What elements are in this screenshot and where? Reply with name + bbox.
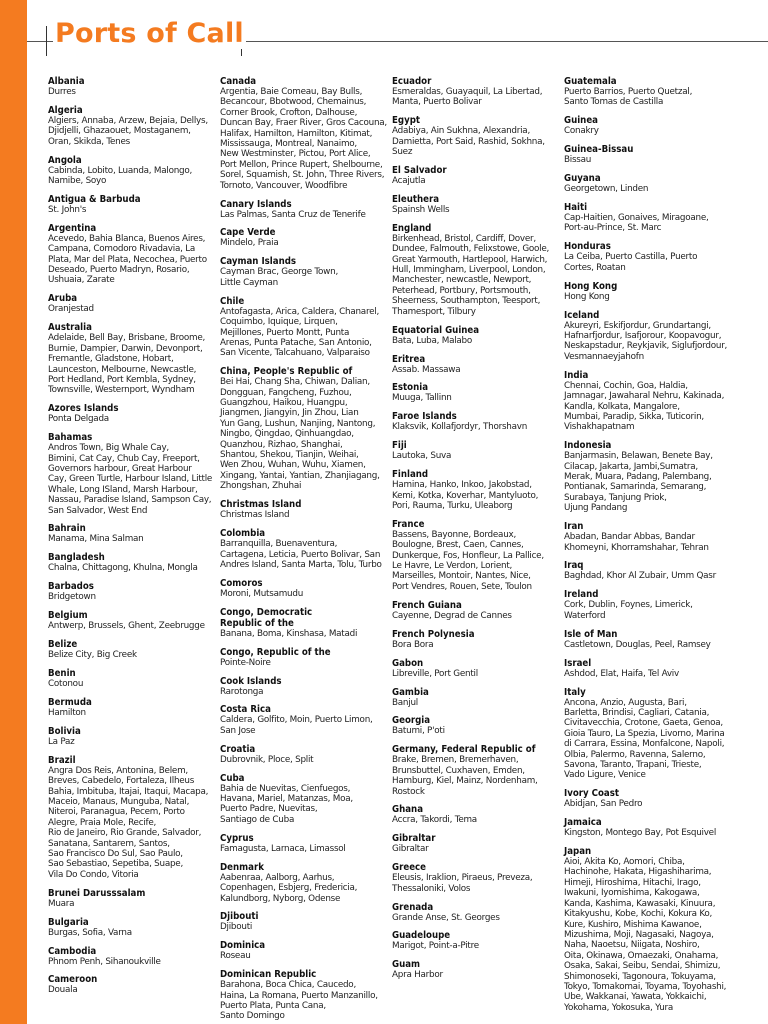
port-list: Chennai, Cochin, Goa, Haldia, Jamnagar, Jawaharal Nehru, Kakinada, Kandla, Kolkata, Mangalore, Mumbai, Paradip, Sikka, Tuticorin, Vishakhapatnam xyxy=(564,380,725,433)
port-entry xyxy=(564,281,732,302)
country-name: Brazil xyxy=(48,754,76,766)
port-list: Antofagasta, Arica, Caldera, Chanarel, Coquimbo, Iquique, Lirquen, Mejillones, Puerto Montt, Punta Arenas, Punta Patache, San Antonio, San Vicente, Talcahuano, Valparaiso xyxy=(220,306,380,359)
port-list: Abadan, Bandar Abbas, Bandar Khomeyni, Khorramshahar, Tehran xyxy=(564,532,709,553)
port-list: Moroni, Mutsamudu xyxy=(220,588,304,599)
port-list: Apra Harbor xyxy=(392,970,443,981)
port-entry xyxy=(48,917,216,938)
port-list: Hamina, Hanko, Inkoo, Jakobstad, Kemi, Kotka, Koverhar, Mantyluoto, Pori, Rauma, Turku, Uleaborg xyxy=(392,480,539,511)
port-entry xyxy=(48,755,216,880)
country-name: Honduras xyxy=(564,241,611,253)
port-list: Durres xyxy=(48,87,76,97)
country-name: Guyana xyxy=(564,173,601,185)
country-name: Bahrain xyxy=(48,523,86,535)
port-list: Birkenhead, Bristol, Cardiff, Dover, Dundee, Falmouth, Felixstowe, Goole, Great Yarmouth, Hartlepool, Harwich, Hull, Immingham, Liverpool, London, Manchester, newcastle, Newport, Peterhead, Portbury, Portsmouth, Sheerness, Southampton, Teesport, Thamesport, Tilbury xyxy=(392,233,550,317)
port-entry xyxy=(48,946,216,967)
country-name: Egypt xyxy=(392,115,421,127)
port-list: Manama, Mina Salman xyxy=(48,534,144,545)
port-list: Cap-Haitien, Gonaives, Miragoane, Port-au-Prince, St. Marc xyxy=(564,213,709,234)
port-list: Castletown, Douglas, Peel, Ramsey xyxy=(564,639,711,650)
port-list: Klaksvik, Kollafjordyr, Thorshavn xyxy=(392,422,528,433)
port-list: Phnom Penh, Sihanoukville xyxy=(48,956,161,967)
port-list: Puerto Barrios, Puerto Quetzal, Santo Tomas de Castilla xyxy=(564,87,693,108)
port-entry xyxy=(48,155,216,187)
country-name: Guadeloupe xyxy=(392,930,451,942)
port-list: Batumi, P'oti xyxy=(392,726,445,737)
country-name: Cape Verde xyxy=(220,227,276,239)
port-entry xyxy=(392,804,560,825)
port-list: St. John's xyxy=(48,204,87,215)
port-list: Banana, Boma, Kinshasa, Matadi xyxy=(220,628,358,639)
port-entry xyxy=(220,704,388,736)
country-name: Benin xyxy=(48,668,76,679)
port-list: Brake, Bremen, Bremerhaven, Brunsbuttel, Cuxhaven, Emden, Hamburg, Kiel, Mainz, Nordenham, Rostock xyxy=(392,755,538,797)
port-entry xyxy=(48,322,216,395)
port-list: Cork, Dublin, Foynes, Limerick, Waterford xyxy=(564,600,693,621)
country-name: Faroe Islands xyxy=(392,411,457,423)
port-list: La Paz xyxy=(48,736,75,747)
port-entry xyxy=(392,959,560,980)
country-name: Bermuda xyxy=(48,696,92,708)
port-list: Bahia de Nuevitas, Cienfuegos, Havana, Mariel, Matanzas, Moa, Puerto Padre, Nuevitas, Santiago de Cuba xyxy=(220,783,353,825)
port-entry xyxy=(48,668,216,689)
country-name: Guatemala xyxy=(564,76,617,87)
port-list: Bora Bora xyxy=(392,639,434,650)
port-entry xyxy=(392,76,560,108)
port-list: Ashdod, Elat, Haifa, Tel Aviv xyxy=(564,668,679,679)
port-entry xyxy=(392,629,560,650)
country-name: Christmas Island xyxy=(220,499,302,511)
port-list: Adabiya, Ain Sukhna, Alexandria, Damietta, Port Said, Rashid, Sokhna, Suez xyxy=(392,126,545,158)
country-name: Belgium xyxy=(48,610,88,622)
country-name: El Salvador xyxy=(392,165,447,177)
port-list: Andros Town, Big Whale Cay, Bimini, Cat Cay, Chub Cay, Freeport, Governors harbour, Great Harbour Cay, Green Turtle, Harbour Island, Little Whale, Long ISland, Marsh Harbour, Nassau, Paradise Island, Sampson Cay, San Salvador, West End xyxy=(48,443,213,516)
country-name: Bulgaria xyxy=(48,916,89,928)
port-list: La Ceiba, Puerto Castilla, Puerto Cortes, Roatan xyxy=(564,252,698,273)
port-list: Burgas, Sofia, Varna xyxy=(48,927,132,938)
port-entry xyxy=(564,241,732,273)
port-list: Akureyri, Eskifjordur, Grundartangi, Hafnarfjordur, Isafjorour, Koopavogur, Neskapstadur, Reykjavik, Siglufjordour, Vesmannaeyjahofn xyxy=(564,320,728,362)
port-entry xyxy=(220,911,388,932)
port-list: Assab. Massawa xyxy=(392,364,461,375)
port-entry xyxy=(392,687,560,708)
port-entry xyxy=(220,528,388,570)
port-entry xyxy=(48,639,216,660)
country-name: French Guiana xyxy=(392,599,462,611)
port-list: Lautoka, Suva xyxy=(392,451,452,462)
port-list: Grande Anse, St. Georges xyxy=(392,912,500,923)
port-list: Barranquilla, Buenaventura, Cartagena, Leticia, Puerto Bolivar, San Andres Island, Santa Marta, Tolu, Turbo xyxy=(220,539,382,570)
country-name: England xyxy=(392,222,432,234)
port-entry xyxy=(392,715,560,736)
port-list: Bassens, Bayonne, Bordeaux, Boulogne, Brest, Caen, Cannes, Dunkerque, Fos, Honfleur, La Pallice, Le Havre, Le Verdon, Lorient, Marseilles, Montoir, Nantes, Nice, Port Vendres, Rouen, Sete, Toulon xyxy=(392,529,544,592)
country-name: Italy xyxy=(564,686,586,698)
title-bracket-left xyxy=(46,26,47,56)
port-entry xyxy=(392,165,560,186)
port-entry xyxy=(220,744,388,765)
port-entry xyxy=(564,817,732,838)
port-entry xyxy=(392,440,560,461)
port-list: Roseau xyxy=(220,951,251,962)
port-list: Dubrovnik, Ploce, Split xyxy=(220,754,314,765)
country-name: Costa Rica xyxy=(220,704,271,716)
country-name: Guinea xyxy=(564,115,599,127)
country-name: Bahamas xyxy=(48,432,93,444)
port-entry xyxy=(564,687,732,781)
port-entry xyxy=(564,76,732,108)
port-entry xyxy=(564,144,732,165)
port-list: Bata, Luba, Malabo xyxy=(392,335,473,346)
port-entry xyxy=(48,552,216,573)
port-list: Adelaide, Bell Bay, Brisbane, Broome, Burnie, Dampier, Darwin, Devonport, Fremantle, Gladstone, Hobart, Launceston, Melbourne, Newcastle, Port Hedland, Port Kembla, Sydney, Townsville, Westernport, Wyndham xyxy=(48,333,206,396)
port-entry xyxy=(220,969,388,1022)
port-entry xyxy=(392,469,560,511)
port-list: Muara xyxy=(48,898,75,909)
port-list: Aioi, Akita Ko, Aomori, Chiba, Hachinohe, Hakata, Higashiharima, Himeji, Hiroshima, Hitachi, Irago, Iwakuni, Iyomishima, Kakogawa, Kanda, Kashima, Kawasaki, Kinuura, Kitakyushu, Kobe, Kochi, Kokura Ko, Kure, Kushiro, Mishima Kawanoe, Mizushima, Moji, Nagasaki, Nagoya, Naha, Naoetsu, Niigata, Noshiro, Oita, Okinawa, Omaezaki, Onahama, Osaka, Sakai, Seibu, Sendai, Shimizu, Shimonoseki, Tagonoura, Tokuyama, Tokyo, Tomakomai, Toyama, Toyohashi, Ube, Wakkanai, Yawata, Yokkaichi, Yokohama, Yokosuka, Yura xyxy=(564,857,727,1013)
port-entry xyxy=(48,974,216,995)
port-list: Bissau xyxy=(564,155,592,166)
port-entry xyxy=(48,432,216,516)
port-entry xyxy=(220,227,388,248)
port-list: Bei Hai, Chang Sha, Chiwan, Dalian, Dongguan, Fangcheng, Fuzhou, Guangzhou, Haikou, Huangpu, Jiangmen, Jiangyin, Jin Zhou, Lian Yun Gang, Lushun, Nanjing, Nantong, Ningbo, Qingdao, Qinhuangdao, Quanzhou, Rizhao, Shanghai, Shantou, Shekou, Tianjin, Weihai, Wen Zhou, Wuhan, Wuhu, Xiamen, Xingang, Yantai, Yantian, Zhanjiagang, Zhongshan, Zhuhai xyxy=(220,377,380,492)
port-entry xyxy=(48,293,216,314)
country-name: French Polynesia xyxy=(392,628,475,640)
country-name: Isle of Man xyxy=(564,628,618,640)
country-name: Hong Kong xyxy=(564,280,618,292)
country-name: Eleuthera xyxy=(392,193,440,205)
port-entry xyxy=(392,411,560,432)
port-list: Cayenne, Degrad de Cannes xyxy=(392,610,512,621)
port-entry xyxy=(564,629,732,650)
country-name: Cayman Islands xyxy=(220,256,297,268)
port-entry xyxy=(220,676,388,697)
country-name: Comoros xyxy=(220,577,263,589)
port-list: Cayman Brac, George Town, Little Cayman xyxy=(220,267,338,288)
port-list: Caldera, Golfito, Moin, Puerto Limon, San Jose xyxy=(220,715,373,736)
port-list: Cotonou xyxy=(48,679,84,689)
country-name: Cameroon xyxy=(48,974,98,986)
country-name: Argentina xyxy=(48,222,97,234)
port-entry xyxy=(48,888,216,909)
country-name: Eritrea xyxy=(392,353,426,365)
port-entry xyxy=(392,194,560,215)
country-name: Cuba xyxy=(220,772,245,784)
country-name: Antigua & Barbuda xyxy=(48,193,141,205)
port-entry xyxy=(48,76,216,97)
country-name: Gambia xyxy=(392,686,429,698)
port-entry xyxy=(220,862,388,904)
port-entry xyxy=(220,833,388,854)
port-list: Baghdad, Khor Al Zubair, Umm Qasr xyxy=(564,571,717,582)
port-entry xyxy=(564,589,732,621)
country-name: Congo, Democratic Republic of the xyxy=(220,606,313,629)
port-list: Belize City, Big Creek xyxy=(48,650,137,661)
port-list: Mindelo, Praia xyxy=(220,238,279,249)
country-name: Equatorial Guinea xyxy=(392,324,480,336)
country-name: Jamaica xyxy=(564,817,602,829)
port-entry xyxy=(392,930,560,951)
port-entry xyxy=(48,223,216,286)
port-entry xyxy=(220,296,388,359)
port-entry xyxy=(220,607,388,639)
port-entry xyxy=(48,581,216,602)
port-list: Christmas Island xyxy=(220,510,290,521)
country-name: Aruba xyxy=(48,293,78,305)
port-entry xyxy=(48,523,216,544)
port-entry xyxy=(220,199,388,220)
country-name: Guam xyxy=(392,959,421,971)
country-name: Algeria xyxy=(48,104,83,116)
port-entry xyxy=(220,499,388,520)
country-name: Dominica xyxy=(220,940,266,952)
country-name: Dominican Republic xyxy=(220,969,317,981)
country-name: Ghana xyxy=(392,804,424,816)
country-name: Fiji xyxy=(392,440,407,452)
port-list: Barahona, Boca Chica, Caucedo, Haina, La Romana, Puerto Manzanillo, Puerto Plata, Punta Cana, Santo Domingo xyxy=(220,980,378,1022)
port-entry xyxy=(392,833,560,854)
country-name: Iran xyxy=(564,521,584,533)
country-name: Gibraltar xyxy=(392,833,436,845)
country-name: Belize xyxy=(48,639,78,651)
port-list: Oranjestad xyxy=(48,304,94,315)
port-entry xyxy=(220,773,388,826)
port-list: Argentia, Baie Comeau, Bay Bulls, Becancour, Bbotwood, Chemainus, Corner Brook, Crofton, Dalhouse, Duncan Bay, Fraer River, Gros Cacouna, Halifax, Hamilton, Hamilton, Kitimat, Mississauga, Montreal, Nanaimo, New Westminster, Pictou, Port Alice, Port Mellon, Prince Rupert, Shelbourne, Sorel, Squamish, St. John, Three Rivers, Tornoto, Vancouver, Woodfibre xyxy=(220,87,387,191)
port-list: Libreville, Port Gentil xyxy=(392,668,478,679)
port-entry xyxy=(220,76,388,191)
port-list: Bridgetown xyxy=(48,592,96,603)
port-list: Muuga, Tallinn xyxy=(392,393,452,404)
country-name: Chile xyxy=(220,295,245,307)
port-entry xyxy=(564,846,732,1013)
port-entry xyxy=(392,744,560,797)
port-entry xyxy=(392,223,560,317)
port-entry xyxy=(392,382,560,403)
country-name: China, People's Republic of xyxy=(220,366,353,378)
country-name: Iraq xyxy=(564,560,584,572)
port-entry xyxy=(392,519,560,592)
port-entry xyxy=(564,202,732,234)
port-list: Cabinda, Lobito, Luanda, Malongo, Namibe, Soyo xyxy=(48,165,193,187)
port-entry xyxy=(564,173,732,194)
port-list: Rarotonga xyxy=(220,686,264,697)
country-name: India xyxy=(564,369,589,381)
port-list: Douala xyxy=(48,985,78,996)
country-name: Brunei Darusssalam xyxy=(48,887,146,899)
port-list: Las Palmas, Santa Cruz de Tenerife xyxy=(220,209,366,220)
port-list: Algiers, Annaba, Arzew, Bejaia, Dellys, Djidjelli, Ghazaouet, Mostaganem, Oran, Skikda, Tenes xyxy=(48,115,208,147)
column-4 xyxy=(564,76,732,1013)
country-name: Angola xyxy=(48,154,82,166)
port-entry xyxy=(48,610,216,631)
country-name: Bangladesh xyxy=(48,552,105,564)
country-name: Israel xyxy=(564,657,592,669)
country-name: Azores Islands xyxy=(48,403,119,415)
port-list: Acajutla xyxy=(392,176,426,187)
country-name: Congo, Republic of the xyxy=(220,646,331,658)
country-name: Estonia xyxy=(392,382,429,394)
port-list: Kingston, Montego Bay, Pot Esquivel xyxy=(564,828,717,839)
port-list: Spainsh Wells xyxy=(392,204,450,215)
port-list: Eleusis, Iraklion, Piraeus, Preveza, Thessaloniki, Volos xyxy=(392,873,533,894)
port-list: Hamilton xyxy=(48,707,86,718)
port-entry xyxy=(48,697,216,718)
port-entry xyxy=(564,658,732,679)
port-entry xyxy=(220,940,388,961)
country-name: Gabon xyxy=(392,657,424,669)
port-list: Gibraltar xyxy=(392,844,429,855)
port-entry xyxy=(220,256,388,288)
port-entry xyxy=(564,521,732,553)
country-name: Germany, Federal Republic of xyxy=(392,744,536,756)
port-list: Accra, Takordi, Tema xyxy=(392,815,477,826)
country-name: Guinea-Bissau xyxy=(564,144,634,156)
country-name: Barbados xyxy=(48,581,94,593)
port-entry xyxy=(48,105,216,147)
country-name: Indonesia xyxy=(564,440,612,452)
port-entry xyxy=(564,788,732,809)
port-list: Angra Dos Reis, Antonina, Belem, Breves, Cabedelo, Fortaleza, Ilheus Bahia, Imbituba, Itajai, Itaqui, Macapa, Maceio, Manaus, Munguba, Natal, Niteroi, Paranagua, Pecem, Porto Alegre, Praia Mole, Recife, Rio de Janeiro, Rio Grande, Salvador, Sanatana, Santarem, Santos, Sao Francisco Do Sul, Sao Paulo, Sao Sebastiao, Sepetiba, Suape, Vila Do Condo, Vitoria xyxy=(48,765,209,880)
port-list: Djibouti xyxy=(220,922,253,933)
port-list: Antwerp, Brussels, Ghent, Zeebrugge xyxy=(48,621,205,632)
port-list: Aabenraa, Aalborg, Aarhus, Copenhagen, Esbjerg, Fredericia, Kalundborg, Nyborg, Odense xyxy=(220,872,358,904)
port-list: Ancona, Anzio, Augusta, Bari, Barletta, Brindisi, Cagliari, Catania, Civitavecchia, Crotone, Gaeta, Genoa, Gioia Tauro, La Spezia, Livorno, Marina di Carrara, Essina, Monfalcone, Napoli, Olbia, Palermo, Ravenna, Salerno, Savona, Taranto, Trapani, Trieste, Vado Ligure, Venice xyxy=(564,697,725,781)
port-list: Pointe-Noire xyxy=(220,657,271,668)
port-list: Chalna, Chittagong, Khulna, Mongla xyxy=(48,563,198,574)
port-list: Abidjan, San Pedro xyxy=(564,799,643,810)
port-entry xyxy=(392,354,560,375)
port-entry xyxy=(564,560,732,581)
country-name: Ireland xyxy=(564,589,599,601)
port-entry xyxy=(392,862,560,894)
column-3 xyxy=(392,76,560,981)
port-list: Acevedo, Bahia Blanca, Buenos Aires, Campana, Comodoro Rivadavia, La Plata, Mar del Plata, Necochea, Puerto Deseado, Puerto Madryn, Rosario, Ushuaia, Zarate xyxy=(48,233,207,286)
country-name: Djibouti xyxy=(220,911,259,923)
port-list: Marigot, Point-a-Pitre xyxy=(392,941,479,952)
port-entry xyxy=(564,440,732,513)
country-name: Ecuador xyxy=(392,76,432,87)
country-name: Cyprus xyxy=(220,832,254,844)
port-entry xyxy=(392,658,560,679)
port-list: Famagusta, Larnaca, Limassol xyxy=(220,843,346,854)
port-list: Banjarmasin, Belawan, Benete Bay, Cilacap, Jakarta, Jambi,Sumatra, Merak, Muara, Padang, Palembang, Pontianak, Samarinda, Semarang, Surabaya, Tanjung Priok, Ujung Pandang xyxy=(564,451,713,514)
country-name: Cambodia xyxy=(48,945,97,957)
port-entry xyxy=(564,115,732,136)
port-entry xyxy=(48,194,216,215)
column-1 xyxy=(48,76,216,996)
port-list: Esmeraldas, Guayaquil, La Libertad, Manta, Puerto Bolivar xyxy=(392,87,543,108)
country-name: Iceland xyxy=(564,309,600,321)
port-entry xyxy=(220,647,388,668)
country-name: Grenada xyxy=(392,901,434,913)
port-entry xyxy=(564,310,732,363)
country-name: Croatia xyxy=(220,743,256,755)
port-list: Conakry xyxy=(564,126,599,137)
port-entry xyxy=(220,578,388,599)
country-name: Georgia xyxy=(392,715,431,727)
port-entry xyxy=(48,403,216,424)
country-name: Cook Islands xyxy=(220,675,282,687)
country-name: Haiti xyxy=(564,202,588,214)
country-name: Greece xyxy=(392,862,427,874)
port-list: Banjul xyxy=(392,697,418,708)
country-name: Colombia xyxy=(220,528,266,540)
country-name: France xyxy=(392,518,425,530)
country-name: Finland xyxy=(392,469,429,481)
country-name: Canada xyxy=(220,76,257,87)
port-entry xyxy=(48,726,216,747)
port-entry xyxy=(564,370,732,433)
port-list: Ponta Delgada xyxy=(48,414,109,425)
port-entry xyxy=(220,366,388,491)
country-name: Albania xyxy=(48,76,85,87)
port-list: Hong Kong xyxy=(564,291,610,302)
country-name: Ivory Coast xyxy=(564,788,620,800)
port-entry xyxy=(392,115,560,157)
port-entry xyxy=(392,325,560,346)
port-entry xyxy=(392,902,560,923)
port-entry xyxy=(392,600,560,621)
country-name: Japan xyxy=(564,846,592,858)
country-name: Canary Islands xyxy=(220,198,292,210)
column-2 xyxy=(220,76,388,1022)
country-name: Denmark xyxy=(220,861,264,873)
country-name: Australia xyxy=(48,322,92,334)
page-title: Ports of Call xyxy=(55,18,244,49)
country-name: Bolivia xyxy=(48,725,81,737)
accent-sidebar xyxy=(0,0,27,1024)
port-list: Georgetown, Linden xyxy=(564,184,649,195)
